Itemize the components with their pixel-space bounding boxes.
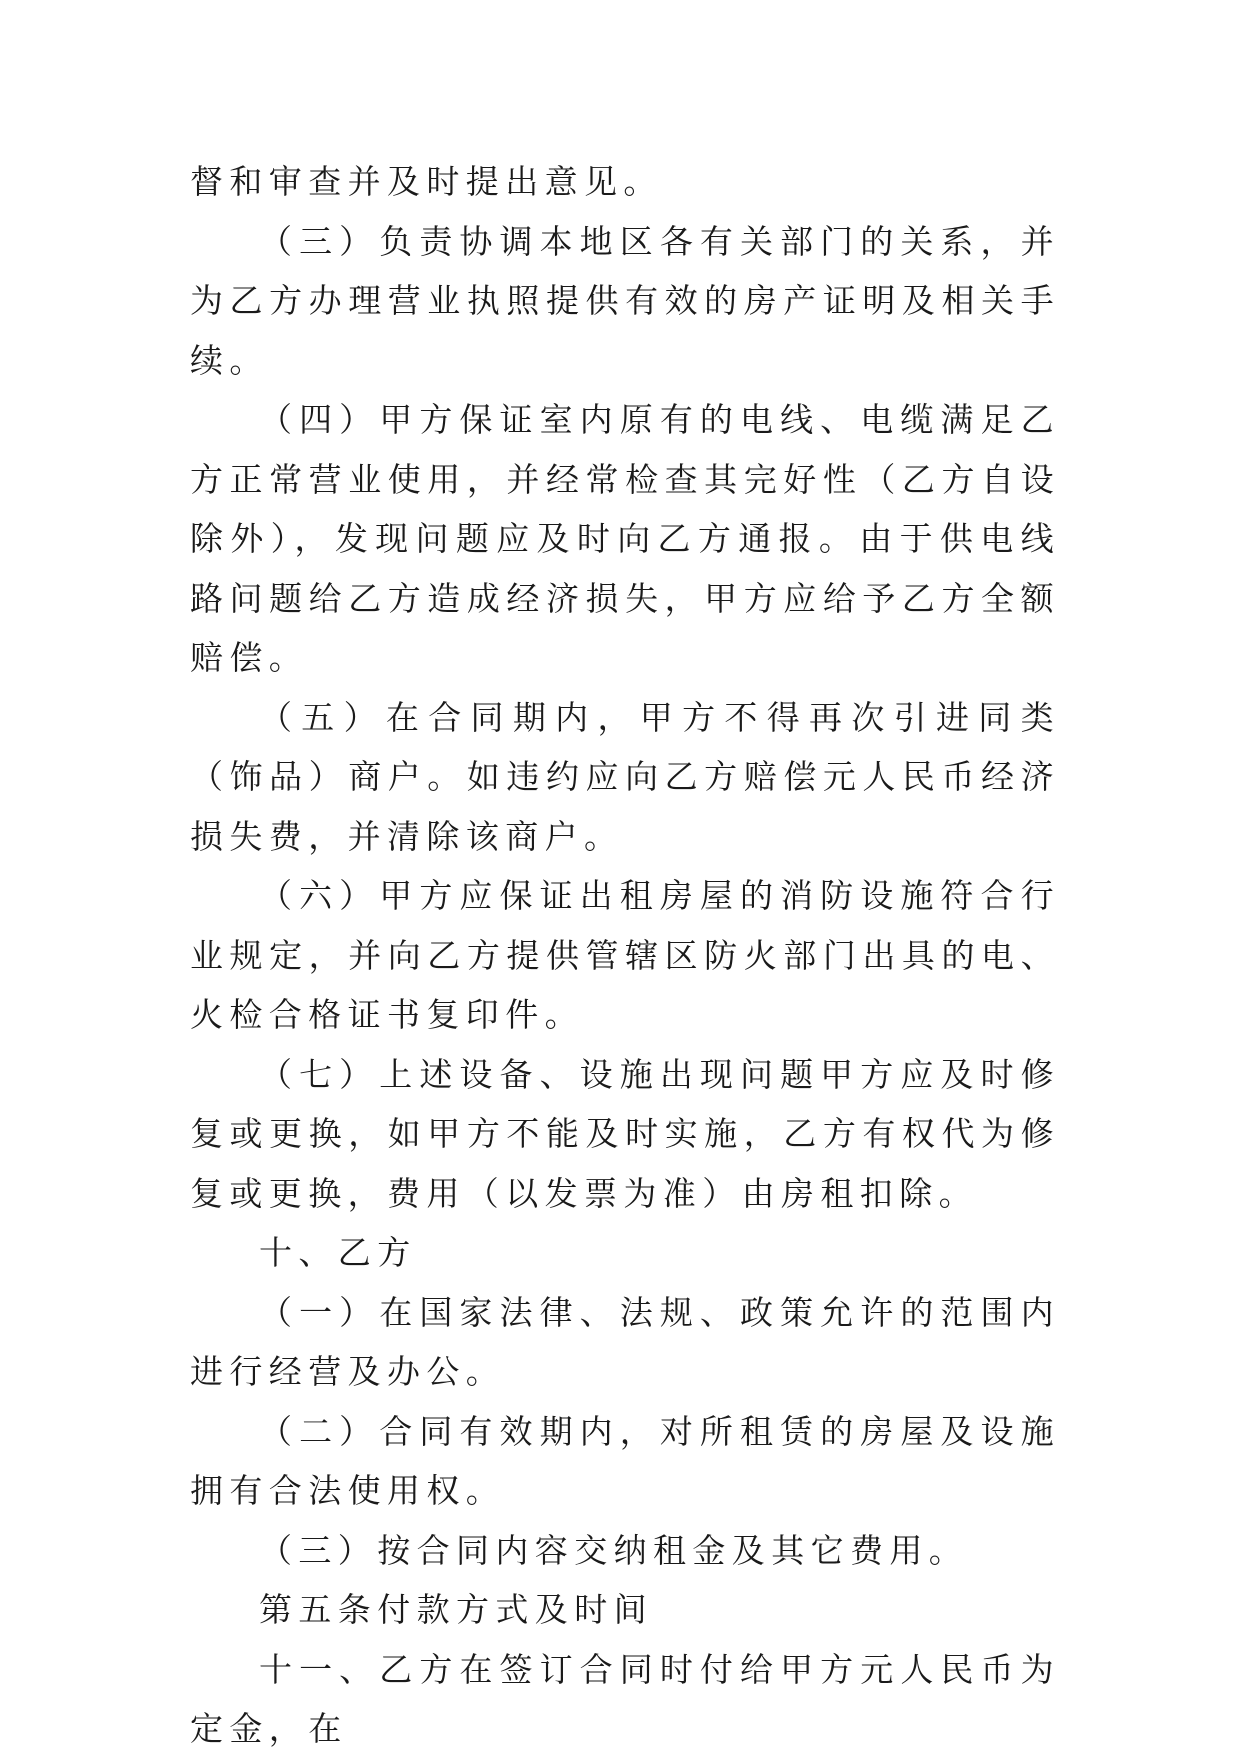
paragraph-party-b-2: （二）合同有效期内，对所租赁的房屋及设施拥有合法使用权。 — [190, 1411, 1060, 1510]
section-heading-party-b: 十、乙方 — [259, 1233, 417, 1272]
paragraph-party-b-1: （一）在国家法律、法规、政策允许的范围内进行经营及办公。 — [190, 1292, 1060, 1391]
article-heading-payment: 第五条付款方式及时间 — [259, 1590, 653, 1629]
paragraph-clause-11: 十一、乙方在签订合同时付给甲方元人民币为定金，在 — [190, 1649, 1060, 1748]
paragraph-clause-3: （三）负责协调本地区各有关部门的关系，并为乙方办理营业执照提供有效的房产证明及相关手续。 — [190, 221, 1060, 380]
paragraph-party-b-3: （三）按合同内容交纳租金及其它费用。 — [259, 1530, 969, 1570]
paragraph-clause-4: （四）甲方保证室内原有的电线、电缆满足乙方正常营业使用，并经常检查其完好性（乙方自设除外），发现问题应及时向乙方通报。由于供电线路问题给乙方造成经济损失，甲方应给予乙方全额赔偿。 — [190, 400, 1060, 677]
paragraph-clause-5: （五）在合同期内，甲方不得再次引进同类（饰品）商户。如违约应向乙方赔偿元人民币经济损失费，并清除该商户。 — [190, 697, 1060, 856]
document-page — [190, 152, 1060, 1759]
paragraph-clause-7: （七）上述设备、设施出现问题甲方应及时修复或更换，如甲方不能及时实施，乙方有权代为修复或更换，费用（以发票为准）由房租扣除。 — [190, 1054, 1060, 1213]
paragraph-clause-6: （六）甲方应保证出租房屋的消防设施符合行业规定，并向乙方提供管辖区防火部门出具的电、火检合格证书复印件。 — [190, 876, 1060, 1034]
paragraph-continuation: 督和审查并及时提出意见。 — [190, 162, 663, 201]
